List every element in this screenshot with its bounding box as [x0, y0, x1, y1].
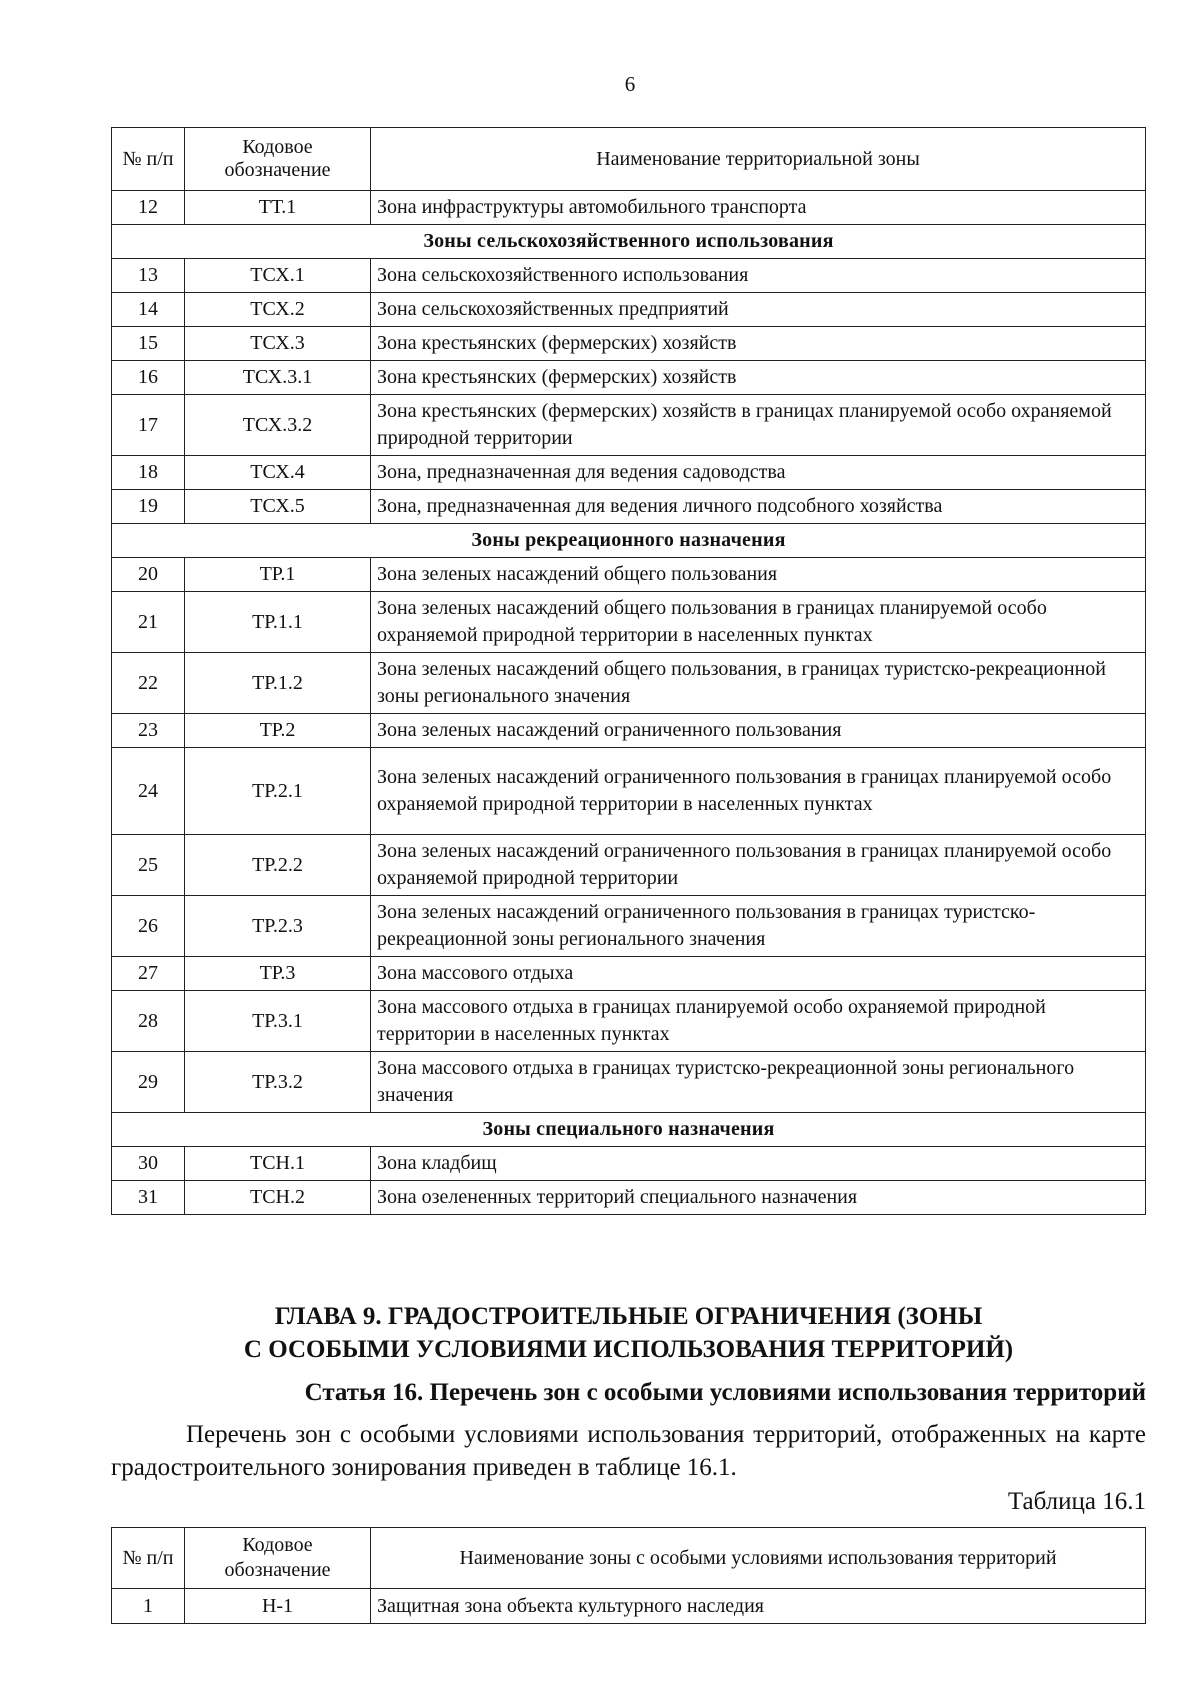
- table-row: [112, 714, 1146, 748]
- special-conditions-zones-table-body: [112, 1589, 1146, 1624]
- table-row: [112, 259, 1146, 293]
- table-row: [112, 748, 1146, 835]
- cell-code: ТР.2.2: [185, 835, 371, 896]
- table-row: [112, 361, 1146, 395]
- cell-code: ТР.1.2: [185, 653, 371, 714]
- section-row: [112, 524, 1146, 558]
- cell-num: 23: [112, 714, 185, 748]
- cell-num: 22: [112, 653, 185, 714]
- table-row: [112, 1589, 1146, 1624]
- header-name: Наименование территориальной зоны: [371, 128, 1146, 191]
- cell-code: ТСХ.5: [185, 490, 371, 524]
- table-row: [112, 991, 1146, 1052]
- cell-code: ТСН.1: [185, 1147, 371, 1181]
- table-row: [112, 395, 1146, 456]
- section-row: [112, 225, 1146, 259]
- table-header-row: [112, 128, 1146, 191]
- table-row: [112, 327, 1146, 361]
- table-row: [112, 592, 1146, 653]
- cell-code: ТСХ.3: [185, 327, 371, 361]
- cell-name: Зона зеленых насаждений ограниченного пользования: [371, 714, 1146, 748]
- special-conditions-zones-table: [111, 1527, 1146, 1624]
- cell-code: ТСХ.2: [185, 293, 371, 327]
- cell-name: Зона инфраструктуры автомобильного транспорта: [371, 191, 1146, 225]
- table-row: [112, 896, 1146, 957]
- section-title: Зоны сельскохозяйственного использования: [112, 225, 1146, 259]
- territorial-zones-table-body: [112, 191, 1146, 1215]
- cell-num: 21: [112, 592, 185, 653]
- cell-name: Зона массового отдыха в границах планируемой особо охраняемой природной территории в населенных пунктах: [371, 991, 1146, 1052]
- cell-num: 14: [112, 293, 185, 327]
- table-row: [112, 653, 1146, 714]
- table-row: [112, 558, 1146, 592]
- cell-num: 12: [112, 191, 185, 225]
- cell-num: 1: [112, 1589, 185, 1624]
- cell-name: Зона зеленых насаждений общего пользования, в границах туристско-рекреационной зоны регионального значения: [371, 653, 1146, 714]
- cell-name: Зона зеленых насаждений ограниченного пользования в границах планируемой особо охраняемой природной территории в населенных пунктах: [371, 748, 1146, 835]
- cell-name: Зона крестьянских (фермерских) хозяйств: [371, 327, 1146, 361]
- cell-name: Зона, предназначенная для ведения личного подсобного хозяйства: [371, 490, 1146, 524]
- header-num: № п/п: [112, 128, 185, 191]
- cell-num: 20: [112, 558, 185, 592]
- cell-name: Зона зеленых насаждений ограниченного пользования в границах планируемой особо охраняемой природной территории: [371, 835, 1146, 896]
- header-code: Кодовое обозначение: [185, 128, 371, 191]
- cell-name: Зона кладбищ: [371, 1147, 1146, 1181]
- cell-code: ТСХ.3.1: [185, 361, 371, 395]
- cell-code: ТР.3.1: [185, 991, 371, 1052]
- table-caption: Таблица 16.1: [1007, 1488, 1146, 1515]
- section-title: Зоны рекреационного назначения: [112, 524, 1146, 558]
- cell-num: 17: [112, 395, 185, 456]
- cell-code: ТР.2.1: [185, 748, 371, 835]
- cell-name: Зона массового отдыха в границах туристско-рекреационной зоны регионального значения: [371, 1052, 1146, 1113]
- article-title: Статья 16. Перечень зон с особыми условиями использования территорий: [304, 1379, 1146, 1406]
- cell-num: 27: [112, 957, 185, 991]
- cell-code: ТТ.1: [185, 191, 371, 225]
- cell-num: 26: [112, 896, 185, 957]
- section-title: Зоны специального назначения: [112, 1113, 1146, 1147]
- page-number: 6: [624, 72, 636, 96]
- section-row: [112, 1113, 1146, 1147]
- chapter-title-line-2: С ОСОБЫМИ УСЛОВИЯМИ ИСПОЛЬЗОВАНИЯ ТЕРРИТОРИЙ): [243, 1336, 1014, 1363]
- cell-name: Зона озелененных территорий специального назначения: [371, 1181, 1146, 1215]
- cell-name: Зона сельскохозяйственных предприятий: [371, 293, 1146, 327]
- cell-num: 24: [112, 748, 185, 835]
- cell-code: ТР.2.3: [185, 896, 371, 957]
- table-row: [112, 1181, 1146, 1215]
- cell-num: 29: [112, 1052, 185, 1113]
- header-num: № п/п: [112, 1528, 185, 1589]
- cell-name: Зона зеленых насаждений общего пользования в границах планируемой особо охраняемой природной территории в населенных пунктах: [371, 592, 1146, 653]
- table-row: [112, 835, 1146, 896]
- cell-code: ТР.1.1: [185, 592, 371, 653]
- cell-num: 28: [112, 991, 185, 1052]
- cell-code: ТР.3: [185, 957, 371, 991]
- cell-num: 15: [112, 327, 185, 361]
- cell-name: Зона крестьянских (фермерских) хозяйств в границах планируемой особо охраняемой природной территории: [371, 395, 1146, 456]
- cell-code: ТСХ.4: [185, 456, 371, 490]
- table-header-row: [112, 1528, 1146, 1589]
- table-row: [112, 191, 1146, 225]
- header-code: Кодовое обозначение: [185, 1528, 371, 1589]
- cell-code: ТР.3.2: [185, 1052, 371, 1113]
- cell-num: 18: [112, 456, 185, 490]
- cell-num: 16: [112, 361, 185, 395]
- table-row: [112, 456, 1146, 490]
- cell-code: ТР.1: [185, 558, 371, 592]
- cell-name: Защитная зона объекта культурного наследия: [371, 1589, 1146, 1624]
- cell-name: Зона зеленых насаждений ограниченного пользования в границах туристско-рекреационной зоны регионального значения: [371, 896, 1146, 957]
- territorial-zones-table: [111, 127, 1146, 1215]
- cell-name: Зона крестьянских (фермерских) хозяйств: [371, 361, 1146, 395]
- cell-num: 13: [112, 259, 185, 293]
- cell-code: ТСН.2: [185, 1181, 371, 1215]
- table-row: [112, 490, 1146, 524]
- header-name: Наименование зоны с особыми условиями использования территорий: [371, 1528, 1146, 1589]
- table-row: [112, 1052, 1146, 1113]
- chapter-title: [111, 1300, 1146, 1366]
- chapter-title-line-1: ГЛАВА 9. ГРАДОСТРОИТЕЛЬНЫЕ ОГРАНИЧЕНИЯ (ЗОНЫ: [274, 1303, 983, 1330]
- cell-code: ТР.2: [185, 714, 371, 748]
- cell-name: Зона, предназначенная для ведения садоводства: [371, 456, 1146, 490]
- body-paragraph: Перечень зон с особыми условиями использования территорий, отображенных на карте градостроительного зонирования приведен в таблице 16.1.: [111, 1421, 1146, 1481]
- cell-name: Зона массового отдыха: [371, 957, 1146, 991]
- cell-name: Зона сельскохозяйственного использования: [371, 259, 1146, 293]
- cell-num: 30: [112, 1147, 185, 1181]
- cell-name: Зона зеленых насаждений общего пользования: [371, 558, 1146, 592]
- table-row: [112, 1147, 1146, 1181]
- cell-num: 25: [112, 835, 185, 896]
- cell-code: Н-1: [185, 1589, 371, 1624]
- cell-code: ТСХ.1: [185, 259, 371, 293]
- cell-num: 31: [112, 1181, 185, 1215]
- table-row: [112, 293, 1146, 327]
- cell-num: 19: [112, 490, 185, 524]
- table-row: [112, 957, 1146, 991]
- cell-code: ТСХ.3.2: [185, 395, 371, 456]
